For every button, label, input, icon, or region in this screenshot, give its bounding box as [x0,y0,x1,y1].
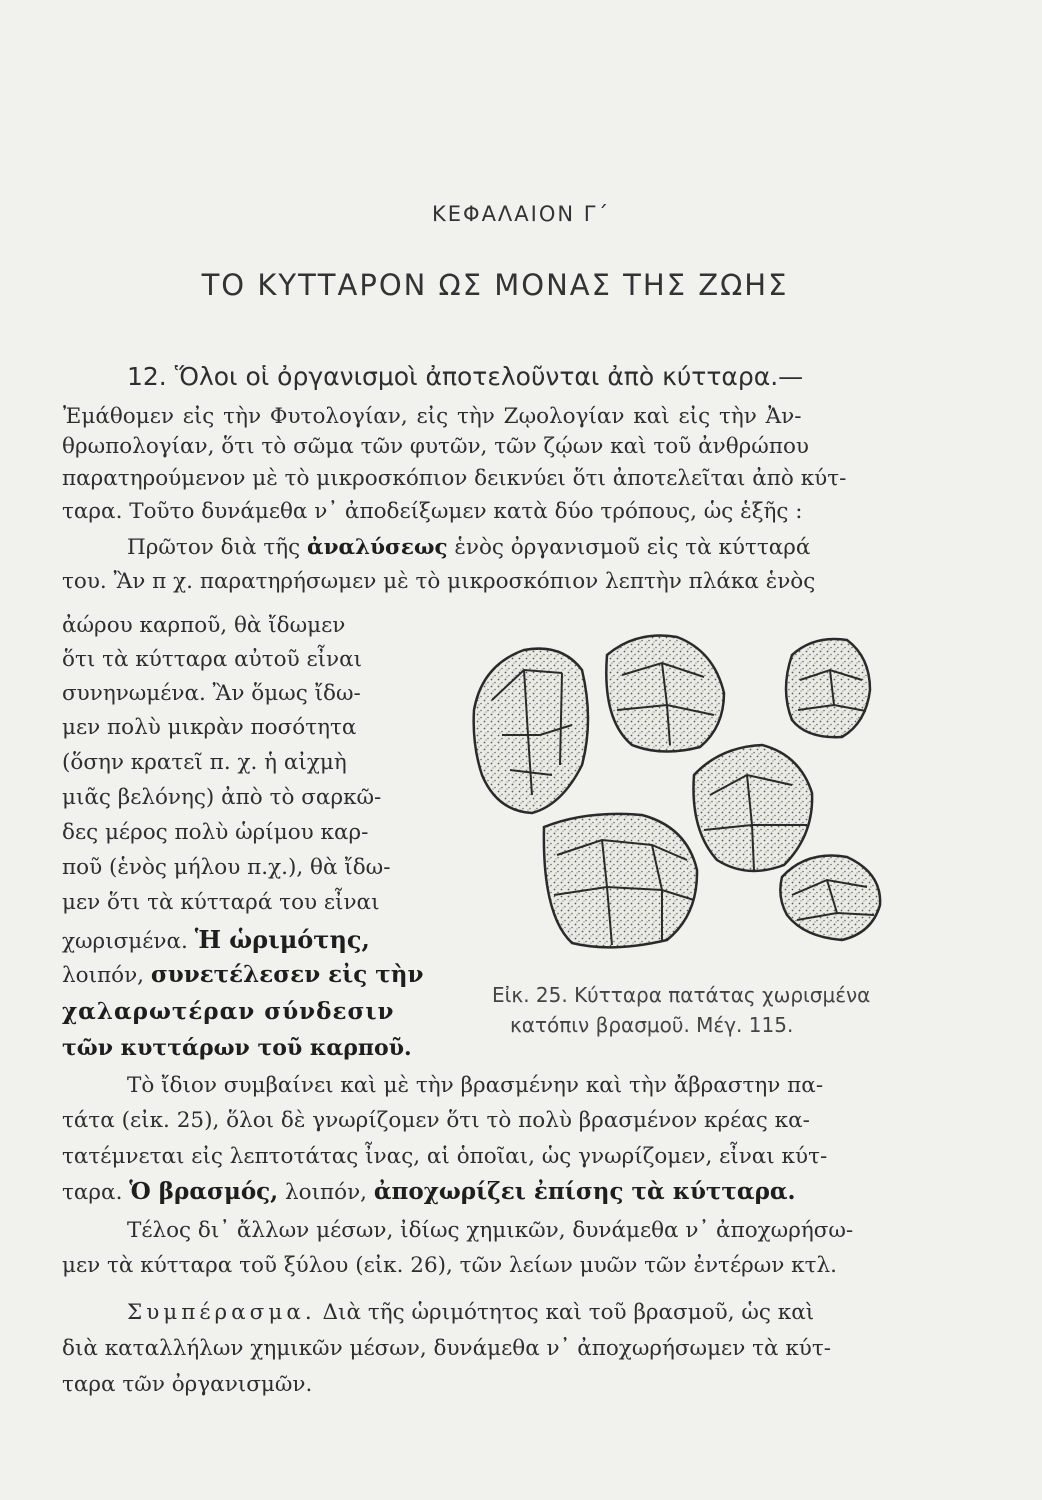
figure-caption-line-1: Εἰκ. 25. Κύτταρα πατάτας χωρισμένα [492,983,871,1007]
para3-line-4-text: ταρα. [62,1180,130,1205]
narrow-line-8: ποῦ (ἑνὸς μήλου π.χ.), θὰ ἴδω- [62,855,391,880]
boiling-bold: Ὁ βρασμός, [129,1178,279,1205]
cell-cluster-5 [544,814,697,947]
para1-line-4: ταρα. Τοῦτο δυνάμεθα ν᾽ ἀποδείξωμεν κατὰ δύο τρόπους, ὡς ἑξῆς : [62,499,803,524]
conclusion-label: Συμπέρασμα. [127,1300,316,1325]
para2-analysis-bold: ἀναλύσεως [307,535,448,560]
conclusion-line-3: ταρα τῶν ὀργανισμῶν. [62,1372,313,1397]
para2-line-1-text: Πρῶτον διὰ τῆς [127,535,308,560]
narrow-line-13: τῶν κυττάρων τοῦ καρποῦ. [62,1035,412,1061]
para4-line-2: μεν τὰ κύτταρα τοῦ ξύλου (εἰκ. 26), τῶν λείων μυῶν τῶν ἐντέρων κτλ. [62,1253,837,1278]
chapter-label: ΚΕΦΑΛΑΙΟΝ Γ΄ [432,202,610,226]
cell-cluster-6 [780,856,880,940]
cell-cluster-1 [474,649,588,813]
narrow-line-6: μιᾶς βελόνης) ἀπὸ τὸ σαρκῶ- [62,785,382,810]
para2-line-2: του. Ἂν π χ. παρατηρήσωμεν μὲ τὸ μικροσκόπιον λεπτὴν πλάκα ἑνὸς [62,569,816,594]
conclusion-line-2: διὰ καταλλήλων χημικῶν μέσων, δυνάμεθα ν᾽ ἀποχωρήσωμεν τὰ κύτ- [62,1336,832,1361]
narrow-line-12: χαλαρωτέραν σύνδεσιν [62,998,395,1025]
para1-line-1: Ἐμάθομεν εἰς τὴν Φυτολογίαν, εἰς τὴν Ζῳολογίαν καὶ εἰς τὴν Ἀν- [63,404,802,429]
para2-line-1-rest: ἑνὸς ὀργανισμοῦ εἰς τὰ κύτταρά [447,535,811,560]
cell-cluster-4 [693,745,812,871]
narrow-line-11-text: λοιπόν, [62,963,151,988]
para1-line-3: παρατηρούμενον μὲ τὸ μικροσκόπιον δεικνύει ὅτι ἀποτελεῖται ἀπὸ κύτ- [62,466,847,491]
separates-bold: ἀποχωρίζει ἐπίσης τὰ κύτταρα. [373,1178,796,1205]
narrow-line-7: δες μέρος πολὺ ὡρίμου καρ- [62,820,369,845]
figure-caption-line-2: κατόπιν βρασμοῦ. Μέγ. 115. [510,1013,794,1037]
ripeness-bold: Ἡ ὡριμότης, [194,925,370,954]
cell-cluster-2 [606,635,724,751]
section-heading: 12. Ὅλοι οἱ ὀργανισμοὶ ἀποτελοῦνται ἀπὸ κύτταρα.— [127,362,804,391]
para3-line-4-mid: λοιπόν, [278,1180,374,1205]
para4-line-1: Τέλος δι᾽ ἄλλων μέσων, ἰδίως χημικῶν, δυνάμεθα ν᾽ ἀποχωρήσω- [127,1218,854,1243]
narrow-line-11 [62,960,423,991]
chapter-title: ΤΟ ΚΥΤΤΑΡΟΝ ΩΣ ΜΟΝΑΣ ΤΗΣ ΖΩΗΣ [201,268,789,302]
narrow-line-3: συνηνωμένα. Ἂν ὅμως ἴδω- [62,681,361,706]
conclusion-line-1 [127,1298,814,1328]
narrow-line-4: μεν πολὺ μικρὰν ποσότητα [62,715,357,740]
narrow-line-10 [62,925,370,957]
conclusion-line-1-text: Διὰ τῆς ὡριμότητος καὶ τοῦ βρασμοῦ, ὡς καὶ [315,1300,815,1325]
contributed-bold: συνετέλεσεν εἰς τὴν [150,961,424,988]
narrow-line-1: ἀώρου καρποῦ, θὰ ἴδωμεν [62,613,346,638]
para3-line-3: τατέμνεται εἰς λεπτοτάτας ἶνας, αἱ ὁποῖαι, ὡς γνωρίζομεν, εἶναι κύτ- [62,1144,828,1169]
narrow-line-5: (ὅσην κρατεῖ π. χ. ἡ αἰχμὴ [62,750,347,775]
narrow-line-9: μεν ὅτι τὰ κύτταρά του εἶναι [62,890,380,915]
para1-line-2: θρωπολογίαν, ὅτι τὸ σῶμα τῶν φυτῶν, τῶν ζῴων καὶ τοῦ ἀνθρώπου [62,434,809,459]
narrow-line-2: ὅτι τὰ κύτταρα αὐτοῦ εἶναι [62,647,363,672]
para3-line-1: Τὸ ἴδιον συμβαίνει καὶ μὲ τὴν βρασμένην καὶ τὴν ἄβραστην πα- [127,1073,824,1098]
narrow-line-10-text: χωρισμένα. [62,929,195,954]
para3-line-2: τάτα (εἰκ. 25), ὅλοι δὲ γνωρίζομεν ὅτι τὸ πολὺ βρασμένον κρέας κα- [62,1108,810,1133]
para3-line-4 [62,1177,796,1208]
potato-cells-figure [462,615,932,960]
para2-line-1 [127,533,810,563]
cell-cluster-3 [786,639,870,737]
